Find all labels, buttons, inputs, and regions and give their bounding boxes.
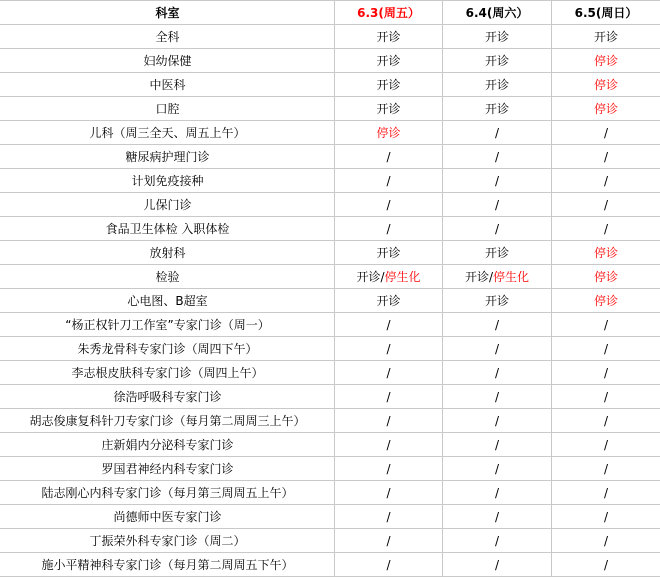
- status-cell: /: [552, 145, 660, 169]
- status-cell: /: [552, 529, 660, 553]
- table-row: [1, 121, 660, 145]
- status-cell: 开诊/停生化: [443, 265, 552, 289]
- table-row: [1, 265, 660, 289]
- table-row: [1, 337, 660, 361]
- row-dept-label: 糖尿病护理门诊: [1, 145, 335, 169]
- header-date-1: 6.4(周六）: [443, 1, 552, 25]
- status-cell: /: [443, 193, 552, 217]
- table-row: [1, 385, 660, 409]
- status-cell: /: [443, 337, 552, 361]
- row-dept-label: 全科: [1, 25, 335, 49]
- table-row: [1, 433, 660, 457]
- row-dept-label: “杨正权针刀工作室”专家门诊（周一）: [1, 313, 335, 337]
- status-cell: 开诊: [443, 289, 552, 313]
- table-row: [1, 529, 660, 553]
- status-cell: /: [335, 193, 443, 217]
- status-cell: 开诊: [443, 241, 552, 265]
- status-cell: /: [552, 409, 660, 433]
- row-dept-label: 心电图、B超室: [1, 289, 335, 313]
- row-dept-label: 李志根皮肤科专家门诊（周四上午）: [1, 361, 335, 385]
- status-cell: 停诊: [552, 49, 660, 73]
- status-cell: /: [552, 385, 660, 409]
- status-cell: 开诊: [335, 73, 443, 97]
- row-dept-label: 计划免疫接种: [1, 169, 335, 193]
- status-cell: /: [443, 457, 552, 481]
- status-cell: 开诊/停生化: [335, 265, 443, 289]
- status-cell: /: [552, 553, 660, 577]
- status-cell: /: [552, 193, 660, 217]
- status-cell: /: [443, 433, 552, 457]
- status-cell: /: [335, 385, 443, 409]
- row-dept-label: 庄新娟内分泌科专家门诊: [1, 433, 335, 457]
- status-cell: /: [552, 481, 660, 505]
- status-cell: /: [335, 529, 443, 553]
- status-cell: 停诊: [552, 241, 660, 265]
- row-dept-label: 施小平精神科专家门诊（每月第二周周五下午）: [1, 553, 335, 577]
- table-row: [1, 409, 660, 433]
- status-cell: /: [443, 409, 552, 433]
- status-cell: /: [335, 169, 443, 193]
- status-cell: 停诊: [552, 73, 660, 97]
- table-row: [1, 193, 660, 217]
- row-dept-label: 罗国君神经内科专家门诊: [1, 457, 335, 481]
- status-cell: /: [443, 505, 552, 529]
- table-row: [1, 97, 660, 121]
- status-cell: 开诊: [335, 97, 443, 121]
- row-dept-label: 口腔: [1, 97, 335, 121]
- table-header-row: [1, 1, 660, 25]
- status-cell: 停诊: [552, 289, 660, 313]
- status-cell: /: [552, 121, 660, 145]
- table-row: [1, 145, 660, 169]
- table-row: [1, 217, 660, 241]
- status-cell: 开诊: [443, 49, 552, 73]
- table-row: [1, 49, 660, 73]
- status-cell: 开诊: [443, 97, 552, 121]
- row-dept-label: 徐浩呼吸科专家门诊: [1, 385, 335, 409]
- status-cell: 开诊: [443, 73, 552, 97]
- header-date-2: 6.5(周日）: [552, 1, 660, 25]
- header-date-0: 6.3(周五）: [335, 1, 443, 25]
- status-cell: /: [443, 529, 552, 553]
- status-cell: 开诊: [335, 289, 443, 313]
- schedule-table-body: [1, 1, 660, 577]
- status-cell: 停诊: [335, 121, 443, 145]
- status-cell: /: [552, 337, 660, 361]
- status-cell: /: [335, 457, 443, 481]
- status-cell: /: [443, 553, 552, 577]
- table-row: [1, 289, 660, 313]
- row-dept-label: 丁振荣外科专家门诊（周二）: [1, 529, 335, 553]
- table-row: [1, 73, 660, 97]
- status-cell: /: [552, 457, 660, 481]
- status-cell: 开诊: [335, 241, 443, 265]
- row-dept-label: 检验: [1, 265, 335, 289]
- row-dept-label: 妇幼保健: [1, 49, 335, 73]
- status-cell: /: [335, 145, 443, 169]
- status-cell: /: [552, 505, 660, 529]
- table-row: [1, 481, 660, 505]
- status-cell: /: [335, 505, 443, 529]
- row-dept-label: 尚德师中医专家门诊: [1, 505, 335, 529]
- row-dept-label: 陆志刚心内科专家门诊（每月第三周周五上午）: [1, 481, 335, 505]
- status-cell: /: [335, 409, 443, 433]
- status-cell: /: [443, 217, 552, 241]
- status-cell: /: [552, 169, 660, 193]
- table-row: [1, 457, 660, 481]
- status-cell: /: [552, 433, 660, 457]
- status-cell: 停诊: [552, 265, 660, 289]
- row-dept-label: 儿保门诊: [1, 193, 335, 217]
- status-cell: /: [443, 313, 552, 337]
- status-cell: /: [335, 313, 443, 337]
- status-cell: /: [443, 481, 552, 505]
- status-cell: /: [443, 145, 552, 169]
- table-row: [1, 505, 660, 529]
- status-cell: /: [335, 481, 443, 505]
- status-cell: /: [443, 169, 552, 193]
- status-cell: 停诊: [552, 97, 660, 121]
- status-cell: /: [552, 361, 660, 385]
- table-row: [1, 241, 660, 265]
- status-cell: 开诊: [335, 49, 443, 73]
- table-row: [1, 25, 660, 49]
- status-cell: 开诊: [443, 25, 552, 49]
- row-dept-label: 朱秀龙骨科专家门诊（周四下午）: [1, 337, 335, 361]
- status-cell: /: [552, 217, 660, 241]
- table-row: [1, 553, 660, 577]
- header-dept-label: 科室: [1, 1, 335, 25]
- status-cell: /: [335, 433, 443, 457]
- status-cell: /: [335, 337, 443, 361]
- status-cell: /: [335, 361, 443, 385]
- table-row: [1, 361, 660, 385]
- status-cell: /: [443, 121, 552, 145]
- row-dept-label: 中医科: [1, 73, 335, 97]
- status-cell: /: [335, 553, 443, 577]
- status-cell: /: [443, 385, 552, 409]
- row-dept-label: 放射科: [1, 241, 335, 265]
- status-cell: /: [443, 361, 552, 385]
- row-dept-label: 食品卫生体检 入职体检: [1, 217, 335, 241]
- table-row: [1, 169, 660, 193]
- row-dept-label: 胡志俊康复科针刀专家门诊（每月第二周周三上午）: [1, 409, 335, 433]
- status-cell: 开诊: [335, 25, 443, 49]
- table-row: [1, 313, 660, 337]
- status-cell: /: [335, 217, 443, 241]
- status-cell: /: [552, 313, 660, 337]
- status-cell: 开诊: [552, 25, 660, 49]
- row-dept-label: 儿科（周三全天、周五上午）: [1, 121, 335, 145]
